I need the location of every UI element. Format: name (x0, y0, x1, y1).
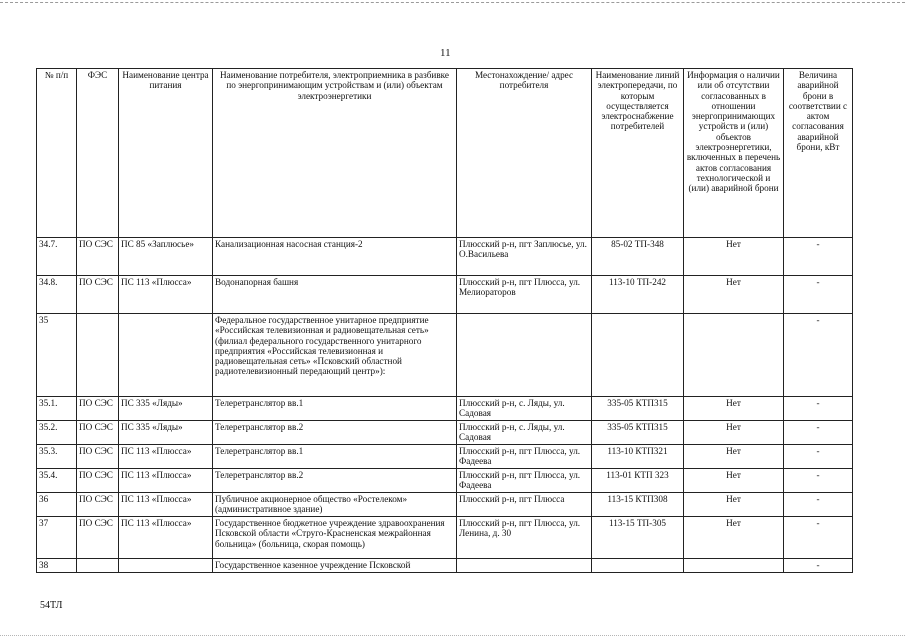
cell-number: 35.1. (37, 397, 77, 421)
cell-fes: ПО СЭС (77, 421, 119, 445)
cell-agreement-info (684, 314, 784, 397)
cell-address: Плюсский р-н, пгт Плюсса, ул. Фадеева (457, 445, 592, 469)
cell-power-line: 113-01 КТП 323 (592, 469, 684, 493)
table-header-row (37, 69, 853, 238)
cell-consumer: Государственное казенное учреждение Псковской (213, 559, 457, 573)
cell-consumer: Государственное бюджетное учреждение здравоохранения Псковской области «Струго-Красненская межрайонная больница» (больница, скорая помощь) (213, 517, 457, 559)
cell-power-center: ПС 113 «Плюсса» (119, 469, 213, 493)
cell-power-center: ПС 113 «Плюсса» (119, 493, 213, 517)
cell-agreement-info: Нет (684, 421, 784, 445)
cell-reserve-value: - (784, 276, 853, 314)
cell-fes: ПО СЭС (77, 469, 119, 493)
cell-fes: ПО СЭС (77, 238, 119, 276)
table-row (37, 445, 853, 469)
cell-agreement-info: Нет (684, 493, 784, 517)
cell-number: 35.2. (37, 421, 77, 445)
table-row (37, 559, 853, 573)
cell-consumer: Водонапорная башня (213, 276, 457, 314)
cell-address: Плюсский р-н, с. Ляды, ул. Садовая (457, 421, 592, 445)
cell-reserve-value: - (784, 517, 853, 559)
cell-address: Плюсский р-н, пгт Плюсса, ул. Ленина, д. 30 (457, 517, 592, 559)
cell-agreement-info: Нет (684, 517, 784, 559)
cell-address: Плюсский р-н, пгт Заплюсье, ул. О.Васильева (457, 238, 592, 276)
cell-number: 37 (37, 517, 77, 559)
cell-agreement-info: Нет (684, 397, 784, 421)
cell-consumer: Публичное акционерное общество «Ростелеком» (административное здание) (213, 493, 457, 517)
cell-power-center (119, 559, 213, 573)
cell-number: 38 (37, 559, 77, 573)
cell-reserve-value: - (784, 238, 853, 276)
header-fes: ФЭС (77, 69, 119, 238)
cell-reserve-value: - (784, 314, 853, 397)
cell-fes (77, 314, 119, 397)
cell-number: 34.7. (37, 238, 77, 276)
cell-power-center: ПС 335 «Ляды» (119, 397, 213, 421)
header-number: № п/п (37, 69, 77, 238)
table-row (37, 397, 853, 421)
table-row (37, 238, 853, 276)
cell-power-center: ПС 113 «Плюсса» (119, 517, 213, 559)
header-reserve-value: Величина аварийной брони в соответствии с актом согласования аварийной брони, кВт (784, 69, 853, 238)
cell-address (457, 314, 592, 397)
cell-reserve-value: - (784, 421, 853, 445)
cell-power-line (592, 314, 684, 397)
header-power-line: Наименование линий электропередачи, по которым осуществляется электроснабжение потребителей (592, 69, 684, 238)
cell-power-line: 85-02 ТП-348 (592, 238, 684, 276)
cell-power-center (119, 314, 213, 397)
cell-number: 35.4. (37, 469, 77, 493)
cell-reserve-value: - (784, 469, 853, 493)
cell-power-line: 113-15 ТП-305 (592, 517, 684, 559)
cell-power-center: ПС 113 «Плюсса» (119, 276, 213, 314)
table-row (37, 314, 853, 397)
cell-power-line: 113-10 ТП-242 (592, 276, 684, 314)
cell-number: 34.8. (37, 276, 77, 314)
table-row (37, 421, 853, 445)
header-agreement-info: Информация о наличии или об отсутствии согласованных в отношении энергопринимающих устройств и (или) объектов электроэнергетики, включенных в перечень актов согласования технологической и (или) аварийной брони (684, 69, 784, 238)
cell-consumer: Телеретранслятор вв.1 (213, 397, 457, 421)
cell-consumer: Телеретранслятор вв.1 (213, 445, 457, 469)
cell-address: Плюсский р-н, пгт Плюсса, ул. Мелиораторов (457, 276, 592, 314)
cell-reserve-value: - (784, 493, 853, 517)
cell-fes: ПО СЭС (77, 517, 119, 559)
header-power-center: Наименование центра питания (119, 69, 213, 238)
cell-reserve-value: - (784, 559, 853, 573)
cell-power-line: 113-15 КТП308 (592, 493, 684, 517)
table-row (37, 517, 853, 559)
table-row (37, 469, 853, 493)
cell-fes: ПО СЭС (77, 276, 119, 314)
table-row (37, 276, 853, 314)
cell-power-center: ПС 335 «Ляды» (119, 421, 213, 445)
table-row (37, 493, 853, 517)
cell-agreement-info: Нет (684, 469, 784, 493)
cell-power-line: 335-05 КТП315 (592, 421, 684, 445)
cell-power-line: 113-10 КТП321 (592, 445, 684, 469)
cell-consumer: Телеретранслятор вв.2 (213, 469, 457, 493)
page-number: 11 (440, 47, 451, 59)
cell-power-line (592, 559, 684, 573)
cell-fes: ПО СЭС (77, 397, 119, 421)
cell-address: Плюсский р-н, пгт Плюсса, ул. Фадеева (457, 469, 592, 493)
reserve-register-table (36, 68, 853, 573)
cell-number: 35 (37, 314, 77, 397)
cell-fes: ПО СЭС (77, 445, 119, 469)
scan-edge-top (0, 2, 905, 3)
footer-document-code: 54ТЛ (40, 600, 63, 611)
cell-reserve-value: - (784, 445, 853, 469)
cell-fes: ПО СЭС (77, 493, 119, 517)
cell-agreement-info: Нет (684, 238, 784, 276)
cell-consumer: Канализационная насосная станция-2 (213, 238, 457, 276)
cell-consumer: Федеральное государственное унитарное предприятие «Российская телевизионная и радиовещательная сеть» (филиал федерального государственного унитарного предприятия «Российская телевизионная и радиовещательная сеть» «Псковский областной радиотелевизионный передающий центр»): (213, 314, 457, 397)
cell-address: Плюсский р-н, с. Ляды, ул. Садовая (457, 397, 592, 421)
cell-reserve-value: - (784, 397, 853, 421)
header-address: Местонахождение/ адрес потребителя (457, 69, 592, 238)
cell-consumer: Телеретранслятор вв.2 (213, 421, 457, 445)
cell-agreement-info (684, 559, 784, 573)
cell-agreement-info: Нет (684, 276, 784, 314)
cell-fes (77, 559, 119, 573)
scan-edge-bottom (0, 635, 905, 636)
cell-address: Плюсский р-н, пгт Плюсса (457, 493, 592, 517)
cell-number: 36 (37, 493, 77, 517)
cell-power-line: 335-05 КТП315 (592, 397, 684, 421)
cell-power-center: ПС 85 «Заплюсье» (119, 238, 213, 276)
cell-number: 35.3. (37, 445, 77, 469)
header-consumer: Наименование потребителя, электроприемника в разбивке по энергопринимающим устройствам и (или) объектам электроэнергетики (213, 69, 457, 238)
cell-agreement-info: Нет (684, 445, 784, 469)
cell-address (457, 559, 592, 573)
cell-power-center: ПС 113 «Плюсса» (119, 445, 213, 469)
